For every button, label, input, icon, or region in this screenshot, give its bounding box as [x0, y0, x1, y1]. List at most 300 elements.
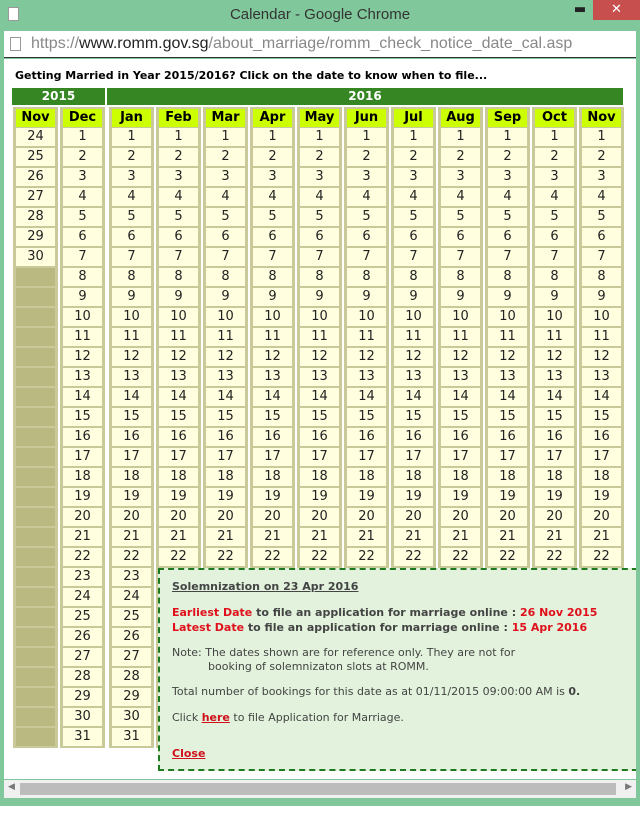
date-cell[interactable]: 4: [206, 188, 245, 206]
date-cell[interactable]: 7: [488, 248, 527, 266]
date-cell[interactable]: 8: [347, 268, 386, 286]
date-cell[interactable]: 8: [488, 268, 527, 286]
date-cell[interactable]: 9: [394, 288, 433, 306]
date-cell[interactable]: 6: [300, 228, 339, 246]
date-cell[interactable]: 16: [253, 428, 292, 446]
date-cell[interactable]: 12: [63, 348, 102, 366]
date-cell[interactable]: 5: [206, 208, 245, 226]
scroll-right-icon[interactable]: ▶: [625, 782, 632, 792]
date-cell[interactable]: 23: [112, 568, 151, 586]
address-bar[interactable]: [4, 31, 636, 58]
date-cell[interactable]: 19: [394, 488, 433, 506]
date-cell[interactable]: 4: [441, 188, 480, 206]
date-cell[interactable]: 19: [300, 488, 339, 506]
date-cell[interactable]: 19: [488, 488, 527, 506]
date-cell[interactable]: 3: [159, 168, 198, 186]
date-cell[interactable]: 7: [206, 248, 245, 266]
date-cell[interactable]: 2: [159, 148, 198, 166]
date-cell[interactable]: 9: [253, 288, 292, 306]
date-cell[interactable]: 24: [112, 588, 151, 606]
date-cell[interactable]: 20: [112, 508, 151, 526]
date-cell[interactable]: 5: [63, 208, 102, 226]
date-cell[interactable]: 18: [206, 468, 245, 486]
date-cell[interactable]: 2: [441, 148, 480, 166]
date-cell[interactable]: 17: [300, 448, 339, 466]
date-cell[interactable]: 17: [112, 448, 151, 466]
date-cell[interactable]: 17: [159, 448, 198, 466]
date-cell[interactable]: 7: [582, 248, 621, 266]
date-cell[interactable]: 6: [441, 228, 480, 246]
date-cell[interactable]: 12: [347, 348, 386, 366]
here-link[interactable]: here: [201, 711, 230, 724]
date-cell[interactable]: 18: [253, 468, 292, 486]
date-cell[interactable]: 8: [300, 268, 339, 286]
date-cell[interactable]: 25: [63, 608, 102, 626]
date-cell[interactable]: 4: [112, 188, 151, 206]
date-cell[interactable]: 15: [253, 408, 292, 426]
date-cell[interactable]: 19: [159, 488, 198, 506]
date-cell[interactable]: 16: [535, 428, 574, 446]
date-cell[interactable]: 25: [16, 148, 55, 166]
date-cell[interactable]: 2: [63, 148, 102, 166]
date-cell[interactable]: 17: [582, 448, 621, 466]
date-cell[interactable]: 11: [535, 328, 574, 346]
date-cell[interactable]: 15: [300, 408, 339, 426]
date-cell[interactable]: 14: [300, 388, 339, 406]
date-cell[interactable]: 8: [394, 268, 433, 286]
date-cell[interactable]: 19: [63, 488, 102, 506]
date-cell[interactable]: 7: [112, 248, 151, 266]
date-cell[interactable]: 25: [112, 608, 151, 626]
date-cell[interactable]: 22: [488, 548, 527, 566]
date-cell[interactable]: 30: [112, 708, 151, 726]
date-cell[interactable]: 15: [441, 408, 480, 426]
date-cell[interactable]: 3: [206, 168, 245, 186]
date-cell[interactable]: 22: [159, 548, 198, 566]
date-cell[interactable]: 6: [535, 228, 574, 246]
date-cell[interactable]: 8: [441, 268, 480, 286]
date-cell[interactable]: 15: [535, 408, 574, 426]
date-cell[interactable]: 7: [253, 248, 292, 266]
date-cell[interactable]: 29: [16, 228, 55, 246]
date-cell[interactable]: 10: [253, 308, 292, 326]
date-cell[interactable]: 21: [63, 528, 102, 546]
date-cell[interactable]: 18: [394, 468, 433, 486]
date-cell[interactable]: 17: [441, 448, 480, 466]
date-cell[interactable]: 10: [206, 308, 245, 326]
date-cell[interactable]: 12: [582, 348, 621, 366]
date-cell[interactable]: 7: [441, 248, 480, 266]
date-cell[interactable]: 10: [535, 308, 574, 326]
date-cell[interactable]: 21: [394, 528, 433, 546]
date-cell[interactable]: 21: [582, 528, 621, 546]
date-cell[interactable]: 6: [582, 228, 621, 246]
date-cell[interactable]: 7: [300, 248, 339, 266]
date-cell[interactable]: 13: [488, 368, 527, 386]
date-cell[interactable]: 13: [347, 368, 386, 386]
date-cell[interactable]: 4: [347, 188, 386, 206]
date-cell[interactable]: 9: [206, 288, 245, 306]
date-cell[interactable]: 15: [63, 408, 102, 426]
date-cell[interactable]: 27: [16, 188, 55, 206]
date-cell[interactable]: 3: [535, 168, 574, 186]
date-cell[interactable]: 11: [159, 328, 198, 346]
date-cell[interactable]: 9: [535, 288, 574, 306]
date-cell[interactable]: 1: [582, 128, 621, 146]
date-cell[interactable]: 21: [112, 528, 151, 546]
date-cell[interactable]: 15: [159, 408, 198, 426]
date-cell[interactable]: 5: [441, 208, 480, 226]
date-cell[interactable]: 14: [441, 388, 480, 406]
date-cell[interactable]: 1: [441, 128, 480, 146]
date-cell[interactable]: 1: [347, 128, 386, 146]
date-cell[interactable]: 16: [206, 428, 245, 446]
date-cell[interactable]: 20: [535, 508, 574, 526]
date-cell[interactable]: 22: [347, 548, 386, 566]
date-cell[interactable]: 14: [206, 388, 245, 406]
date-cell[interactable]: 26: [16, 168, 55, 186]
date-cell[interactable]: 3: [300, 168, 339, 186]
date-cell[interactable]: 14: [535, 388, 574, 406]
date-cell[interactable]: 4: [582, 188, 621, 206]
date-cell[interactable]: 2: [582, 148, 621, 166]
date-cell[interactable]: 2: [394, 148, 433, 166]
date-cell[interactable]: 6: [488, 228, 527, 246]
date-cell[interactable]: 13: [112, 368, 151, 386]
date-cell[interactable]: 11: [441, 328, 480, 346]
scroll-left-icon[interactable]: ◀: [8, 782, 15, 792]
date-cell[interactable]: 17: [253, 448, 292, 466]
date-cell[interactable]: 27: [63, 648, 102, 666]
date-cell[interactable]: 20: [206, 508, 245, 526]
date-cell[interactable]: 2: [535, 148, 574, 166]
date-cell[interactable]: 17: [347, 448, 386, 466]
date-cell[interactable]: 18: [112, 468, 151, 486]
date-cell[interactable]: 20: [488, 508, 527, 526]
date-cell[interactable]: 10: [347, 308, 386, 326]
date-cell[interactable]: 2: [300, 148, 339, 166]
date-cell[interactable]: 17: [488, 448, 527, 466]
date-cell[interactable]: 1: [112, 128, 151, 146]
date-cell[interactable]: 5: [535, 208, 574, 226]
date-cell[interactable]: 30: [63, 708, 102, 726]
date-cell[interactable]: 20: [300, 508, 339, 526]
date-cell[interactable]: 18: [582, 468, 621, 486]
date-cell[interactable]: 23: [63, 568, 102, 586]
date-cell[interactable]: 21: [300, 528, 339, 546]
date-cell[interactable]: 7: [159, 248, 198, 266]
date-cell[interactable]: 4: [394, 188, 433, 206]
date-cell[interactable]: 16: [347, 428, 386, 446]
date-cell[interactable]: 2: [347, 148, 386, 166]
date-cell[interactable]: 18: [159, 468, 198, 486]
close-window-button[interactable]: ✕: [593, 0, 640, 20]
date-cell[interactable]: 8: [112, 268, 151, 286]
horizontal-scrollbar[interactable]: [4, 780, 636, 798]
date-cell[interactable]: 5: [394, 208, 433, 226]
date-cell[interactable]: 18: [441, 468, 480, 486]
date-cell[interactable]: 12: [206, 348, 245, 366]
date-cell[interactable]: 28: [112, 668, 151, 686]
date-cell[interactable]: 12: [488, 348, 527, 366]
date-cell[interactable]: 1: [63, 128, 102, 146]
date-cell[interactable]: 9: [582, 288, 621, 306]
date-cell[interactable]: 6: [159, 228, 198, 246]
date-cell[interactable]: 6: [206, 228, 245, 246]
date-cell[interactable]: 5: [300, 208, 339, 226]
date-cell[interactable]: 14: [112, 388, 151, 406]
date-cell[interactable]: 21: [347, 528, 386, 546]
date-cell[interactable]: 15: [394, 408, 433, 426]
date-cell[interactable]: 11: [63, 328, 102, 346]
scrollbar-thumb[interactable]: [20, 783, 616, 795]
date-cell[interactable]: 20: [582, 508, 621, 526]
date-cell[interactable]: 16: [63, 428, 102, 446]
date-cell[interactable]: 13: [159, 368, 198, 386]
date-cell[interactable]: 24: [16, 128, 55, 146]
date-cell[interactable]: 8: [253, 268, 292, 286]
date-cell[interactable]: 30: [16, 248, 55, 266]
date-cell[interactable]: 12: [112, 348, 151, 366]
date-cell[interactable]: 18: [300, 468, 339, 486]
date-cell[interactable]: 11: [300, 328, 339, 346]
date-cell[interactable]: 1: [394, 128, 433, 146]
date-cell[interactable]: 5: [112, 208, 151, 226]
date-cell[interactable]: 6: [112, 228, 151, 246]
date-cell[interactable]: 6: [253, 228, 292, 246]
date-cell[interactable]: 7: [63, 248, 102, 266]
date-cell[interactable]: 13: [394, 368, 433, 386]
date-cell[interactable]: 18: [488, 468, 527, 486]
date-cell[interactable]: 8: [582, 268, 621, 286]
date-cell[interactable]: 17: [394, 448, 433, 466]
date-cell[interactable]: 14: [347, 388, 386, 406]
date-cell[interactable]: 20: [441, 508, 480, 526]
date-cell[interactable]: 22: [535, 548, 574, 566]
date-cell[interactable]: 2: [488, 148, 527, 166]
date-cell[interactable]: 17: [535, 448, 574, 466]
date-cell[interactable]: 3: [347, 168, 386, 186]
date-cell[interactable]: 14: [582, 388, 621, 406]
date-cell[interactable]: 14: [488, 388, 527, 406]
date-cell[interactable]: 16: [112, 428, 151, 446]
date-cell[interactable]: 2: [253, 148, 292, 166]
date-cell[interactable]: 5: [159, 208, 198, 226]
date-cell[interactable]: 5: [488, 208, 527, 226]
date-cell[interactable]: 9: [63, 288, 102, 306]
date-cell[interactable]: 10: [63, 308, 102, 326]
date-cell[interactable]: 8: [206, 268, 245, 286]
date-cell[interactable]: 4: [253, 188, 292, 206]
date-cell[interactable]: 19: [347, 488, 386, 506]
date-cell[interactable]: 21: [253, 528, 292, 546]
date-cell[interactable]: 22: [300, 548, 339, 566]
date-cell[interactable]: 11: [347, 328, 386, 346]
date-cell[interactable]: 19: [206, 488, 245, 506]
date-cell[interactable]: 15: [112, 408, 151, 426]
date-cell[interactable]: 12: [159, 348, 198, 366]
date-cell[interactable]: 16: [582, 428, 621, 446]
date-cell[interactable]: 22: [206, 548, 245, 566]
date-cell[interactable]: 9: [441, 288, 480, 306]
date-cell[interactable]: 1: [206, 128, 245, 146]
window-title: Calendar - Google Chrome: [229, 6, 411, 23]
date-cell[interactable]: 18: [347, 468, 386, 486]
date-cell[interactable]: 13: [253, 368, 292, 386]
date-cell[interactable]: 15: [582, 408, 621, 426]
date-cell[interactable]: 15: [206, 408, 245, 426]
date-cell[interactable]: 16: [394, 428, 433, 446]
date-cell[interactable]: 6: [394, 228, 433, 246]
date-cell[interactable]: 26: [112, 628, 151, 646]
date-cell[interactable]: 4: [63, 188, 102, 206]
date-cell[interactable]: 20: [347, 508, 386, 526]
date-cell[interactable]: 12: [253, 348, 292, 366]
date-cell[interactable]: 19: [112, 488, 151, 506]
date-cell[interactable]: 13: [582, 368, 621, 386]
date-cell[interactable]: 21: [535, 528, 574, 546]
date-cell[interactable]: 21: [441, 528, 480, 546]
date-cell[interactable]: 10: [582, 308, 621, 326]
date-cell[interactable]: 1: [535, 128, 574, 146]
date-cell[interactable]: 5: [582, 208, 621, 226]
date-cell[interactable]: 21: [206, 528, 245, 546]
date-cell[interactable]: 22: [441, 548, 480, 566]
date-cell[interactable]: 1: [159, 128, 198, 146]
date-cell[interactable]: 19: [582, 488, 621, 506]
date-cell[interactable]: 10: [112, 308, 151, 326]
date-cell[interactable]: 11: [112, 328, 151, 346]
date-cell[interactable]: 22: [253, 548, 292, 566]
date-cell[interactable]: 16: [488, 428, 527, 446]
date-cell[interactable]: 5: [253, 208, 292, 226]
date-cell[interactable]: 19: [253, 488, 292, 506]
date-cell[interactable]: 12: [535, 348, 574, 366]
date-cell[interactable]: 17: [63, 448, 102, 466]
date-cell[interactable]: 10: [394, 308, 433, 326]
date-cell[interactable]: 1: [300, 128, 339, 146]
date-cell[interactable]: 3: [253, 168, 292, 186]
date-cell[interactable]: 13: [206, 368, 245, 386]
date-cell[interactable]: 4: [159, 188, 198, 206]
date-cell[interactable]: 26: [63, 628, 102, 646]
date-cell[interactable]: 31: [63, 728, 102, 746]
date-cell[interactable]: 5: [347, 208, 386, 226]
minimize-button[interactable]: ▬: [573, 2, 587, 17]
date-cell[interactable]: 4: [300, 188, 339, 206]
date-cell[interactable]: 3: [394, 168, 433, 186]
date-cell[interactable]: 12: [441, 348, 480, 366]
date-cell[interactable]: 10: [159, 308, 198, 326]
date-cell[interactable]: 12: [300, 348, 339, 366]
date-cell[interactable]: 19: [441, 488, 480, 506]
date-cell[interactable]: 7: [394, 248, 433, 266]
date-cell[interactable]: 11: [582, 328, 621, 346]
date-cell[interactable]: 16: [159, 428, 198, 446]
date-cell[interactable]: 13: [63, 368, 102, 386]
close-popup-link[interactable]: Close: [172, 747, 206, 760]
date-cell[interactable]: 4: [488, 188, 527, 206]
date-cell[interactable]: 9: [300, 288, 339, 306]
date-cell[interactable]: 29: [112, 688, 151, 706]
date-cell[interactable]: 22: [112, 548, 151, 566]
date-cell[interactable]: 3: [441, 168, 480, 186]
date-cell[interactable]: 8: [159, 268, 198, 286]
date-cell[interactable]: 8: [535, 268, 574, 286]
date-cell[interactable]: 16: [300, 428, 339, 446]
date-cell[interactable]: 31: [112, 728, 151, 746]
date-cell[interactable]: 13: [300, 368, 339, 386]
date-cell[interactable]: 10: [488, 308, 527, 326]
date-cell[interactable]: 29: [63, 688, 102, 706]
date-cell[interactable]: 15: [347, 408, 386, 426]
date-cell[interactable]: 9: [347, 288, 386, 306]
month-column-jan: [109, 107, 154, 748]
date-cell[interactable]: 12: [394, 348, 433, 366]
date-cell[interactable]: 19: [535, 488, 574, 506]
date-cell[interactable]: 9: [159, 288, 198, 306]
date-cell[interactable]: 22: [63, 548, 102, 566]
date-cell[interactable]: 16: [441, 428, 480, 446]
date-cell[interactable]: 13: [535, 368, 574, 386]
date-cell[interactable]: 20: [253, 508, 292, 526]
date-cell[interactable]: 20: [394, 508, 433, 526]
date-cell[interactable]: 7: [347, 248, 386, 266]
date-cell[interactable]: 8: [63, 268, 102, 286]
date-cell[interactable]: 18: [63, 468, 102, 486]
date-cell[interactable]: 14: [394, 388, 433, 406]
date-cell[interactable]: 1: [488, 128, 527, 146]
date-cell[interactable]: 11: [394, 328, 433, 346]
date-cell[interactable]: 9: [112, 288, 151, 306]
date-cell[interactable]: 21: [488, 528, 527, 546]
date-cell[interactable]: 22: [394, 548, 433, 566]
date-cell[interactable]: 9: [488, 288, 527, 306]
date-cell[interactable]: 3: [582, 168, 621, 186]
date-cell[interactable]: 17: [206, 448, 245, 466]
date-cell[interactable]: 14: [253, 388, 292, 406]
date-cell[interactable]: 28: [63, 668, 102, 686]
date-cell[interactable]: 13: [441, 368, 480, 386]
date-cell[interactable]: 22: [582, 548, 621, 566]
date-cell[interactable]: 7: [535, 248, 574, 266]
date-cell[interactable]: 6: [63, 228, 102, 246]
date-cell[interactable]: 2: [206, 148, 245, 166]
date-cell[interactable]: 11: [253, 328, 292, 346]
date-cell[interactable]: 21: [159, 528, 198, 546]
date-cell[interactable]: 1: [253, 128, 292, 146]
date-cell[interactable]: 4: [535, 188, 574, 206]
date-cell[interactable]: 11: [206, 328, 245, 346]
date-cell[interactable]: 3: [488, 168, 527, 186]
date-cell[interactable]: 11: [488, 328, 527, 346]
date-cell[interactable]: 14: [159, 388, 198, 406]
date-cell[interactable]: 14: [63, 388, 102, 406]
date-cell[interactable]: 6: [347, 228, 386, 246]
date-cell[interactable]: 3: [112, 168, 151, 186]
date-cell[interactable]: 10: [441, 308, 480, 326]
date-cell[interactable]: 2: [112, 148, 151, 166]
date-cell[interactable]: 18: [535, 468, 574, 486]
date-cell[interactable]: 3: [63, 168, 102, 186]
date-cell[interactable]: 20: [63, 508, 102, 526]
date-cell[interactable]: 10: [300, 308, 339, 326]
date-cell[interactable]: 20: [159, 508, 198, 526]
date-cell[interactable]: 15: [488, 408, 527, 426]
date-cell[interactable]: 24: [63, 588, 102, 606]
date-cell[interactable]: 27: [112, 648, 151, 666]
date-cell[interactable]: 28: [16, 208, 55, 226]
